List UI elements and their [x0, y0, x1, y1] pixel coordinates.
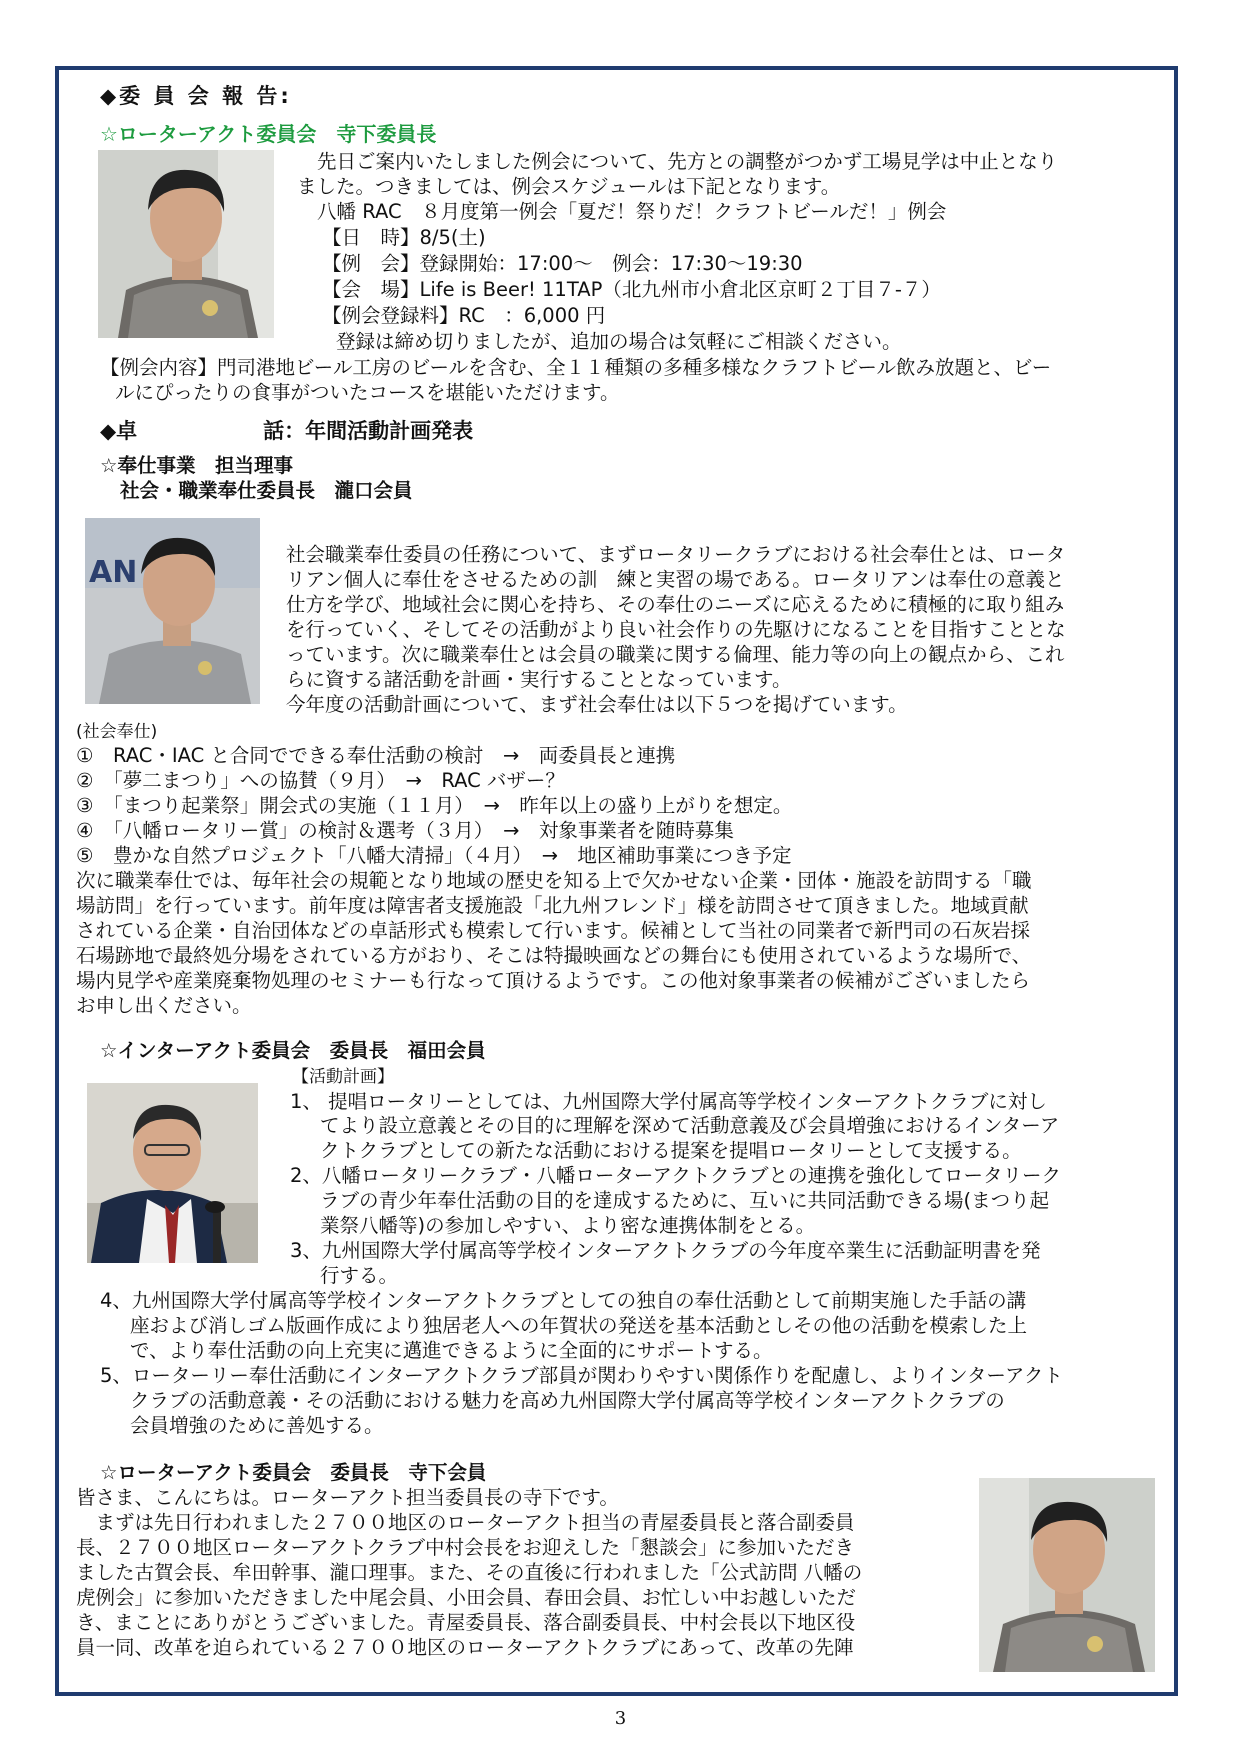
interact-plan-label: 【活動計画】 — [292, 1067, 394, 1087]
interact-item-2a: 2、八幡ロータリークラブ・八幡ローターアクトクラブとの連携を強化してロータリーク — [290, 1164, 1061, 1187]
member-photo-terashita-2 — [979, 1478, 1155, 1672]
schedule-date: 【日 時】8/5(土) — [322, 226, 486, 249]
service-paragraph-7: 今年度の活動計画について、まず社会奉仕は以下５つを掲げています。 — [286, 693, 908, 716]
interact-item-4c: で、より奉仕活動の向上充実に邁進できるように全面的にサポートする。 — [130, 1339, 773, 1362]
social-item-5: ⑤ 豊かな自然プロジェクト「八幡大清掃」（４月） → 地区補助事業につき予定 — [76, 844, 792, 867]
interact-item-1a: 1、 提唱ロータリーとしては、九州国際大学付属高等学校インターアクトクラブに対し — [290, 1090, 1047, 1113]
service-paragraph-6: らに資する諸活動を計画・実行することとなっています。 — [286, 668, 792, 691]
service-paragraph-1: 社会職業奉仕委員の任務について、まずロータリークラブにおける社会奉仕とは、ロータ — [286, 543, 1066, 566]
vocational-paragraph-1: 次に職業奉仕では、毎年社会の規範となり地域の歴史を知る上で欠かせない企業・団体・施設を訪問する「職 — [76, 869, 1032, 892]
service-subtitle: 社会・職業奉仕委員長 瀧口会員 — [120, 479, 413, 502]
interact-item-3b: 行する。 — [320, 1264, 399, 1287]
vocational-paragraph-2: 場訪問」を行っています。前年度は障害者支援施設「北九州フレンド」様を訪問させて頂きました。地域貢献 — [76, 894, 1029, 917]
vocational-paragraph-4: 石場跡地で最終処分場をされている方がおり、そこは特撮映画などの舞台にも使用されているような場所で、 — [76, 944, 1032, 967]
content-line-1: 【例会内容】門司港地ビール工房のビールを含む、全１１種類の多種多様なクラフトビール飲み放題と、ビー — [100, 356, 1052, 379]
service-paragraph-4: を行っていく、そしてその活動がより良い社会作りの先駆けになることを目指すこととな — [286, 618, 1066, 641]
service-paragraph-3: 仕方を学び、地域社会に関心を持ち、その奉仕のニーズに応えるために積極的に取り組み — [286, 593, 1065, 616]
member-photo-takiguchi — [85, 518, 260, 704]
interact-item-2b: ラブの青少年奉仕活動の目的を達成するために、互いに共同活動できる場(まつり起 — [320, 1189, 1050, 1212]
rotaract-title: ☆ローターアクト委員会 委員長 寺下会員 — [100, 1461, 487, 1484]
rotaract-paragraph-2: まずは先日行われました２７００地区のローターアクト担当の青屋委員長と落合副委員 — [76, 1511, 855, 1534]
vocational-paragraph-5: 場内見学や産業廃棄物処理のセミナーも行なって頂けるようです。この他対象事業者の候補がございましたら — [76, 969, 1030, 992]
service-paragraph-5: っています。次に職業奉仕とは会員の職業に関する倫理、能力等の向上の観点から、これ — [286, 643, 1065, 666]
rac-title: ☆ローターアクト委員会 寺下委員長 — [100, 122, 437, 146]
interact-item-5a: 5、ローターリー奉仕活動にインターアクトクラブ部員が関わりやすい関係作りを配慮し、よりインターアクト — [100, 1364, 1063, 1387]
intro-line-2: ました。つきましては、例会スケジュールは下記となります。 — [297, 175, 841, 198]
social-item-2: ② 「夢二まつり」への協賛（９月） → RAC バザー？ — [76, 769, 565, 792]
interact-title: ☆インターアクト委員会 委員長 福田会員 — [100, 1039, 486, 1062]
rotaract-paragraph-5: 虎例会」に参加いただきました中尾会員、小田会員、春田会員、お忙しい中お越しいただ — [76, 1586, 857, 1609]
committee-report-heading: ◆委 員 会 報 告: — [100, 84, 292, 108]
interact-item-5c: 会員増強のために善処する。 — [130, 1414, 384, 1437]
interact-item-5b: クラブの活動意義・その活動における魅力を高め九州国際大学付属高等学校インターアクトクラブの — [130, 1389, 1005, 1412]
schedule-fee: 【例会登録料】RC ：6,000 円 — [322, 304, 606, 327]
interact-item-1b: てより設立意義とその目的に理解を深めて活動意義及び会員増強におけるインターア — [320, 1114, 1060, 1137]
social-item-4: ④ 「八幡ロータリー賞」の検討＆選考（３月） → 対象事業者を随時募集 — [76, 819, 734, 842]
social-item-1: ① RAC・IAC と合同でできる奉仕活動の検討 → 両委員長と連携 — [76, 744, 676, 767]
vocational-paragraph-3: されている企業・自治団体などの卓話形式も模索して行います。候補として当社の同業者で新門司の石灰岩採 — [76, 919, 1030, 942]
interact-item-4b: 座および消しゴム版画作成により独居老人への年賀状の発送を基本活動としその他の活動を模索した上 — [130, 1314, 1028, 1337]
interact-item-2c: 業祭八幡等)の参加しやすい、より密な連携体制をとる。 — [320, 1214, 816, 1237]
rotaract-paragraph-1: 皆さま、こんにちは。ローターアクト担当委員長の寺下です。 — [76, 1486, 619, 1509]
schedule-venue: 【会 場】Life is Beer! 11TAP（北九州市小倉北区京町２丁目７-７） — [322, 278, 941, 301]
talk-heading: ◆卓 話：年間活動計画発表 — [100, 419, 474, 443]
interact-item-3a: 3、九州国際大学付属高等学校インターアクトクラブの今年度卒業生に活動証明書を発 — [290, 1239, 1041, 1262]
rotaract-paragraph-4: ました古賀会長、牟田幹事、瀧口理事。また、その直後に行われました「公式訪問 八幡の — [76, 1561, 863, 1584]
schedule-meeting: 【例 会】登録開始：17:00～ 例会：17:30～19:30 — [322, 252, 803, 275]
rotaract-paragraph-6: き、まことにありがとうございました。青屋委員長、落合副委員長、中村会長以下地区役 — [76, 1611, 856, 1634]
vocational-paragraph-6: お申し出ください。 — [76, 994, 252, 1017]
rotaract-paragraph-3: 長、２７００地区ローターアクトクラブ中村会長をお迎えした「懇談会」に参加いただき — [76, 1536, 855, 1559]
member-photo-terashita — [98, 150, 274, 338]
service-paragraph-2: リアン個人に奉仕をさせるための訓 練と実習の場である。ロータリアンは奉仕の意義と — [286, 568, 1065, 591]
social-item-3: ③ 「まつり起業祭」開会式の実施（１１月） → 昨年以上の盛り上がりを想定。 — [76, 794, 793, 817]
member-photo-fukuda — [87, 1083, 258, 1263]
interact-item-4a: 4、九州国際大学付属高等学校インターアクトクラブとしての独自の奉仕活動として前期実施した手話の講 — [100, 1289, 1027, 1312]
registration-note: 登録は締め切りましたが、追加の場合は気軽にご相談ください。 — [336, 330, 902, 353]
banner-text: AN — [89, 555, 138, 590]
social-service-label: (社会奉仕) — [76, 722, 158, 742]
page-number: 3 — [614, 1708, 627, 1729]
content-line-2: ルにぴったりの食事がついたコースを堪能いただけます。 — [115, 381, 620, 404]
rotaract-paragraph-7: 員一同、改革を迫られている２７００地区のローターアクトクラブにあって、改革の先陣 — [76, 1636, 854, 1659]
intro-line-1: 先日ご案内いたしました例会について、先方との調整がつかず工場見学は中止となり — [317, 150, 1058, 173]
intro-line-3: 八幡 RAC ８月度第一例会「夏だ！祭りだ！クラフトビールだ！」例会 — [317, 200, 947, 223]
service-title: ☆奉仕事業 担当理事 — [100, 454, 293, 477]
interact-item-1c: クトクラブとしての新たな活動における提案を提唱ロータリーとして支援する。 — [320, 1139, 1022, 1162]
